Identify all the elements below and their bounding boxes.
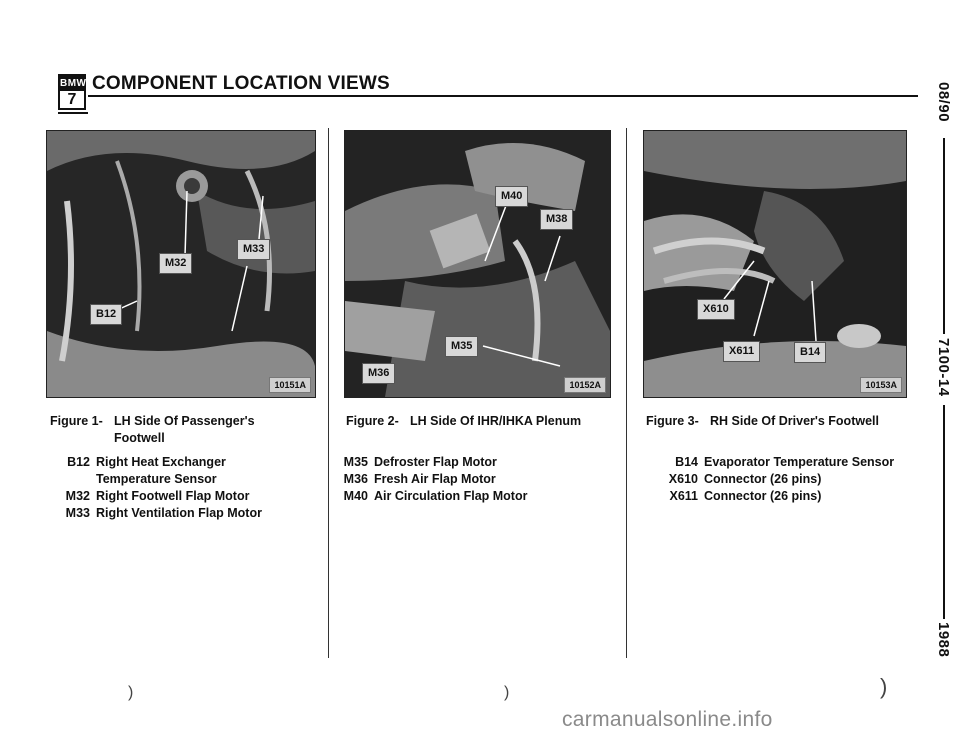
- legend-code: M32: [65, 489, 90, 503]
- figure-2-photo: [344, 130, 611, 398]
- legend-desc: Right Ventilation Flap Motor: [96, 506, 262, 520]
- figure-2-caption: [346, 413, 621, 430]
- legend-code: B14: [675, 455, 698, 469]
- figure-1-title: LH Side Of Passenger's Footwell: [114, 414, 255, 445]
- figure-2-number: Figure 2-: [346, 414, 399, 428]
- callout-m36: M36: [362, 363, 395, 384]
- legend-item: [50, 488, 320, 505]
- column-divider-1: [328, 128, 329, 658]
- figure-3-photo: [643, 130, 907, 398]
- legend-code: X610: [668, 472, 698, 486]
- figure-1-photo: [46, 130, 316, 398]
- legend-item: [658, 471, 920, 488]
- callout-m32: M32: [159, 253, 192, 274]
- page-title: COMPONENT LOCATION VIEWS: [92, 73, 390, 94]
- legend-item: [658, 488, 920, 505]
- scan-mark: ): [880, 674, 888, 699]
- legend-desc: Fresh Air Flap Motor: [374, 472, 496, 486]
- legend-code: X611: [669, 489, 698, 503]
- figure-2-ref: 10152A: [564, 377, 606, 393]
- legend-code: B12: [67, 455, 90, 469]
- legend-desc: Evaporator Temperature Sensor: [704, 455, 895, 469]
- side-rule-2: [943, 405, 945, 619]
- legend-item: [328, 488, 618, 505]
- callout-x611: X611: [723, 341, 760, 362]
- side-page-number: 7100-14: [935, 338, 952, 397]
- logo-brand: BMW: [60, 78, 87, 89]
- figure-3-number: Figure 3-: [646, 414, 699, 428]
- legend-code: M35: [343, 455, 368, 469]
- callout-m38: M38: [540, 209, 573, 230]
- column-divider-2: [626, 128, 627, 658]
- side-date: 08/90: [935, 82, 952, 123]
- legend-desc: Connector (26 pins): [704, 472, 822, 486]
- scan-mark: ): [128, 684, 134, 701]
- figure-2-title: LH Side Of IHR/IHKA Plenum: [410, 414, 582, 428]
- side-year: 1988: [935, 622, 952, 658]
- legend-desc: Right Heat Exchanger Temperature Sensor: [96, 455, 226, 486]
- legend-item: [658, 454, 920, 471]
- bmw-7-logo: [58, 74, 86, 110]
- figure-3-legend: [658, 454, 920, 505]
- callout-b12: B12: [90, 304, 122, 325]
- figure-2-legend: [328, 454, 618, 505]
- figure-2-photo-art: [345, 131, 610, 397]
- legend-item: [328, 471, 618, 488]
- callout-x610: X610: [697, 299, 735, 320]
- figure-1-number: Figure 1-: [50, 414, 103, 428]
- side-rule-1: [943, 138, 945, 334]
- header-rule: [88, 95, 918, 97]
- legend-code: M33: [65, 506, 90, 520]
- figure-1-legend: [50, 454, 320, 522]
- legend-item: [50, 454, 320, 488]
- header-rule-left: [58, 112, 88, 114]
- logo-series: 7: [67, 91, 77, 108]
- legend-item: [50, 505, 320, 522]
- scan-mark: ): [504, 684, 510, 701]
- callout-b14: B14: [794, 342, 826, 363]
- figure-3-photo-art: [644, 131, 906, 397]
- legend-desc: Air Circulation Flap Motor: [374, 489, 528, 503]
- legend-code: M36: [343, 472, 368, 486]
- figure-1-caption: [50, 413, 320, 447]
- figure-3-title: RH Side Of Driver's Footwell: [710, 414, 879, 428]
- figure-1-ref: 10151A: [269, 377, 311, 393]
- legend-desc: Defroster Flap Motor: [374, 455, 497, 469]
- site-watermark: carmanualsonline.info: [562, 708, 773, 731]
- legend-item: [328, 454, 618, 471]
- callout-m33: M33: [237, 239, 270, 260]
- figure-3-caption: [646, 413, 916, 430]
- figure-3-ref: 10153A: [860, 377, 902, 393]
- callout-m35: M35: [445, 336, 478, 357]
- legend-code: M40: [343, 489, 368, 503]
- callout-m40: M40: [495, 186, 528, 207]
- legend-desc: Right Footwell Flap Motor: [96, 489, 250, 503]
- legend-desc: Connector (26 pins): [704, 489, 822, 503]
